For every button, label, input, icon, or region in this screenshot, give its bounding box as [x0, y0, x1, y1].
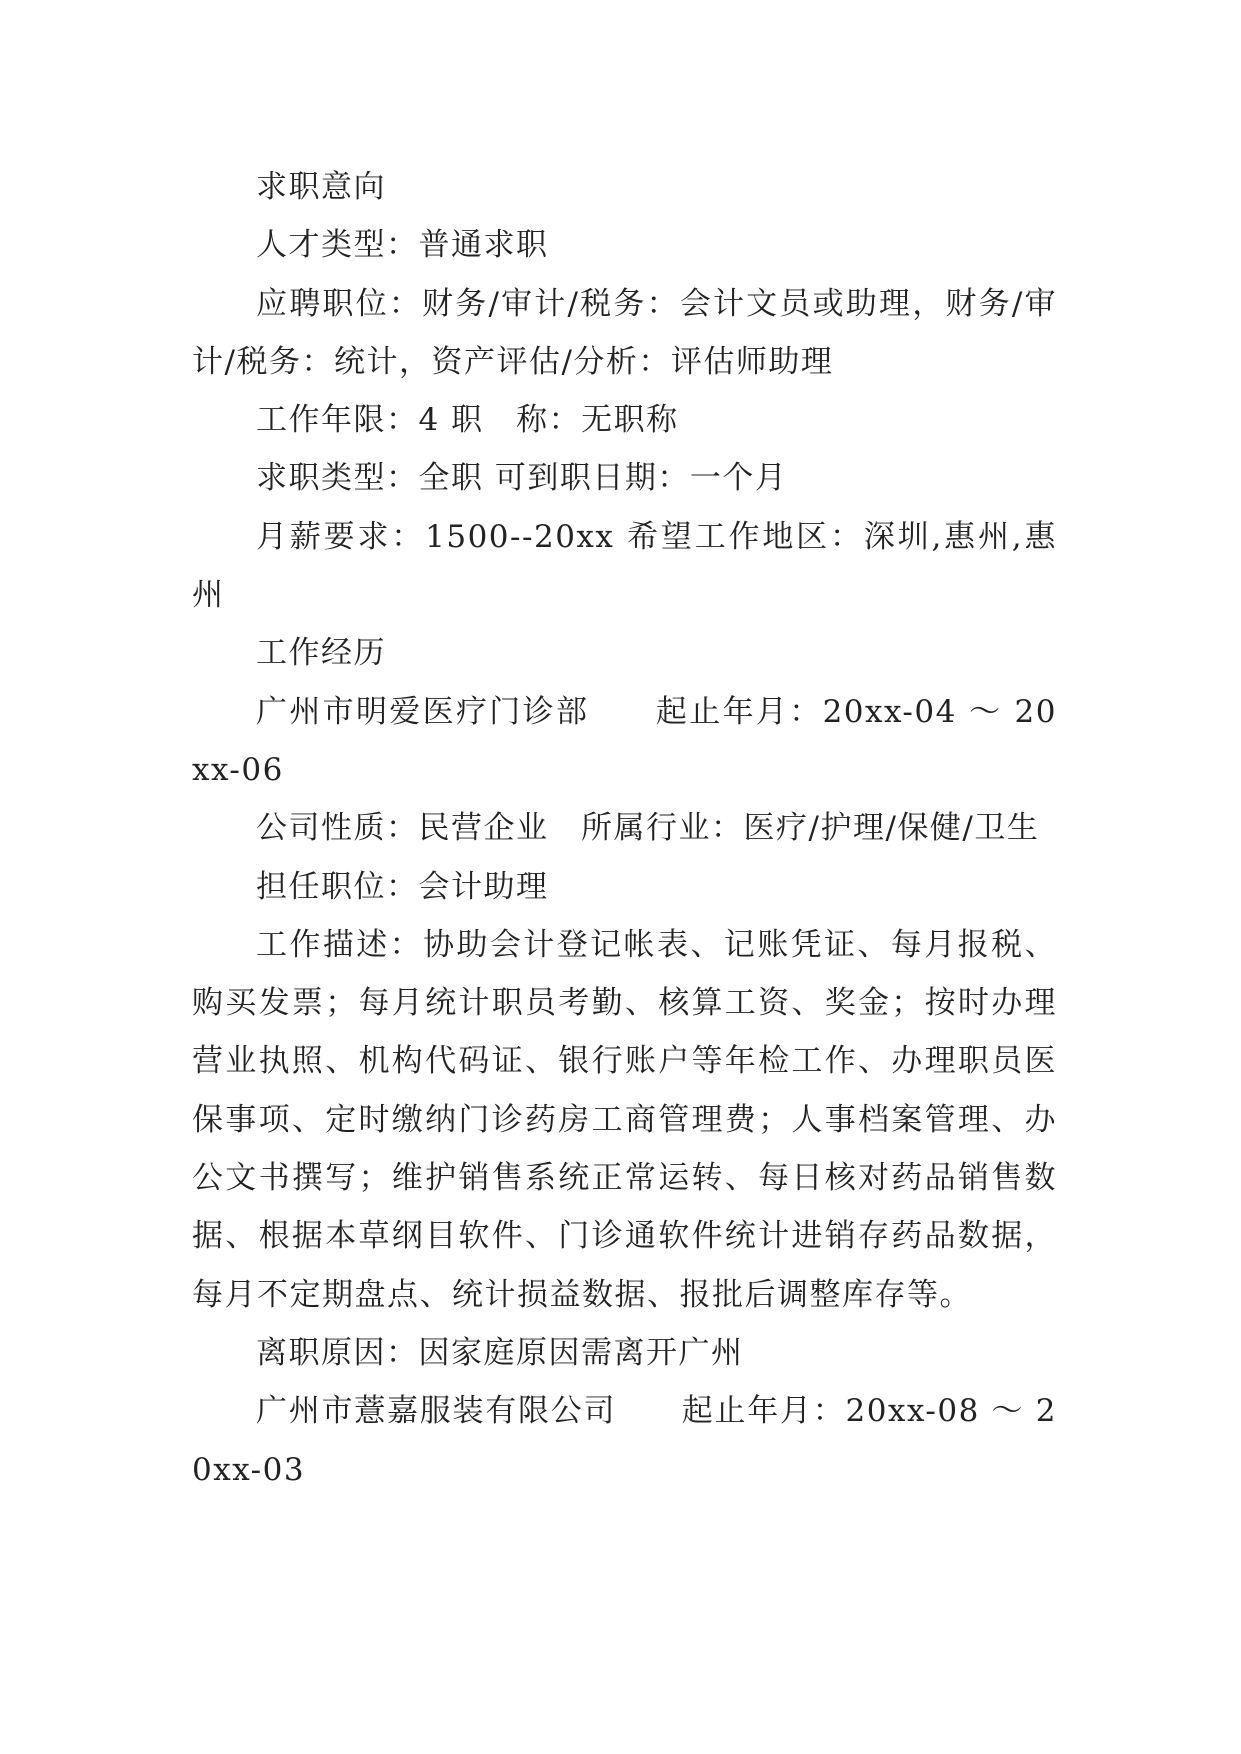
applied-position: 应聘职位：财务/审计/税务：会计文员或助理，财务/审计/税务：统计，资产评估/分析：评估师助理	[192, 285, 1057, 380]
job-type-availability: 求职类型：全职 可到职日期：一个月	[256, 460, 788, 497]
section-heading-job-intention: 求职意向	[256, 169, 386, 205]
employer-1-description: 工作描述：协助会计登记帐表、记账凭证、每月报税、购买发票；每月统计职员考勤、核算工资、奖金；按时办理营业执照、机构代码证、银行账户等年检工作、办理职员医保事项、定时缴纳门诊药房工商管理费；人事档案管理、办公文书撰写；维护销售系统正常运转、每日核对药品销售数据、根据本草纲目软件、门诊通软件统计进销存药品数据，每月不定期盘点、统计损益数据、报批后调整库存等。	[192, 926, 1057, 1313]
employer-1-position: 担任职位：会计助理	[256, 868, 549, 905]
employer-1-period: 广州市明爱医疗门诊部 起止年月：20xx-04 ～ 20xx-06	[192, 693, 1057, 788]
talent-type: 人才类型：普通求职	[256, 227, 549, 264]
employer-1-leave-reason: 离职原因：因家庭原因需离开广州	[256, 1334, 744, 1371]
document-body	[192, 158, 1057, 1499]
employer-1-company-info: 公司性质：民营企业 所属行业：医疗/护理/保健/卫生	[256, 810, 1040, 847]
salary-location: 月薪要求：1500--20xx 希望工作地区：深圳,惠州,惠州	[192, 518, 1057, 614]
section-heading-work-experience: 工作经历	[256, 635, 386, 672]
employer-2-period: 广州市薏嘉服装有限公司 起止年月：20xx-08 ～ 20xx-03	[192, 1393, 1057, 1488]
work-years-title: 工作年限：4 职 称：无职称	[256, 402, 679, 439]
